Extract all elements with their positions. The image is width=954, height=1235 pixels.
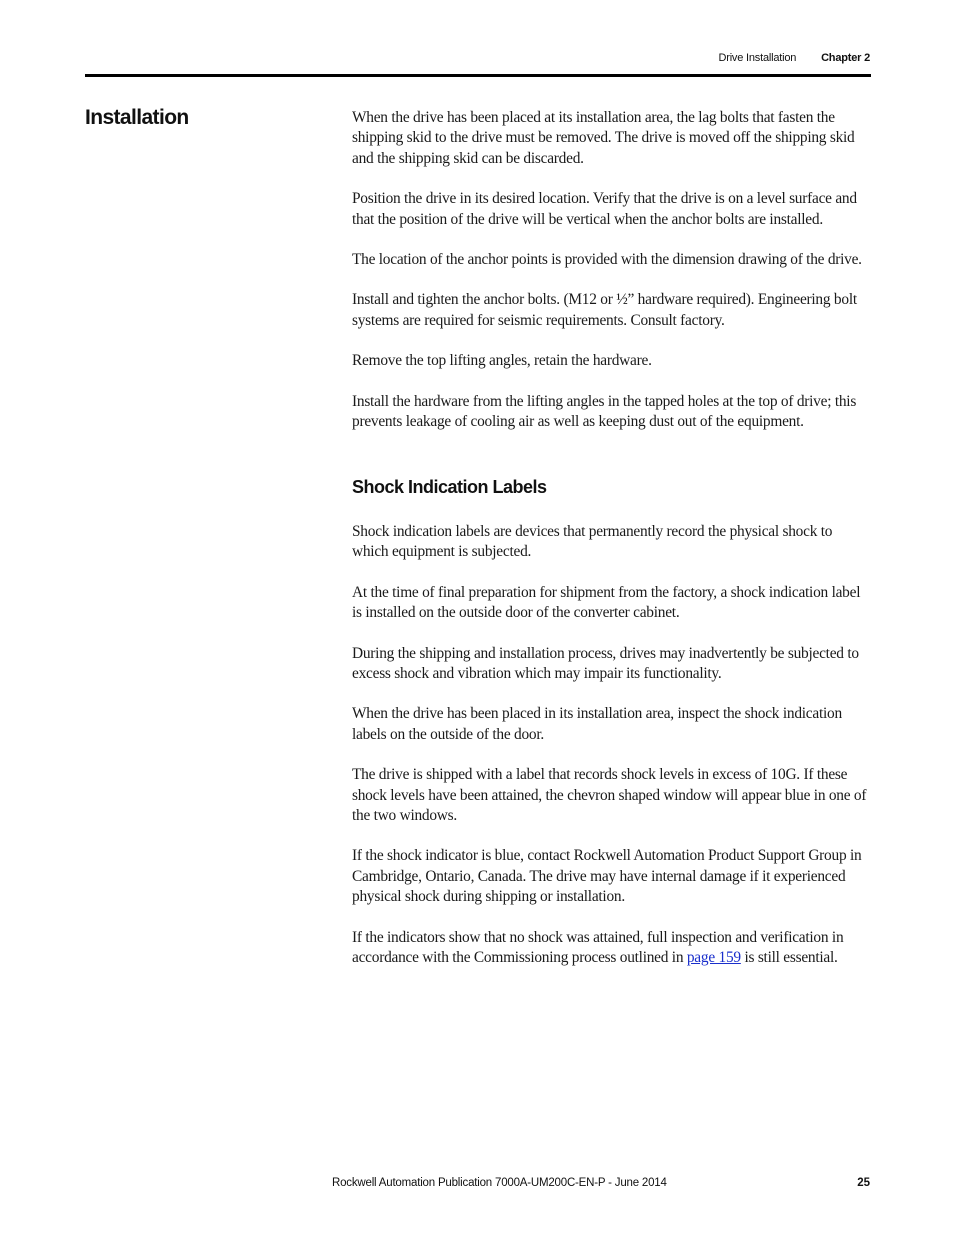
final-paragraph (352, 928, 872, 969)
shock-paragraph: If the shock indicator is blue, contact Rockwell Automation Product Support Group in Cambridge, Ontario, Canada. The drive may have internal damage if it experienced physical shock during shipping or installation. (352, 847, 862, 906)
page-number: 25 (857, 1177, 870, 1189)
page-link[interactable]: page 159 (686, 948, 741, 966)
section-heading: Installation (85, 106, 189, 129)
installation-paragraph: Install the hardware from the lifting angles in the tapped holes at the top of drive; this prevents leakage of cooling air as well as keeping dust out of the equipment. (352, 392, 857, 431)
subsection-heading: Shock Indication Labels (352, 477, 547, 498)
final-paragraph-tail: is still essential. (740, 948, 838, 966)
shock-paragraph: At the time of final preparation for shipment from the factory, a shock indication label is installed on the outside door of the converter cabinet. (352, 583, 861, 622)
running-header (718, 52, 870, 64)
shock-paragraph: During the shipping and installation process, drives may inadvertently be subjected to excess shock and vibration which may impair its functionality. (352, 644, 859, 682)
footer-publication: Rockwell Automation Publication 7000A-UM200C-EN-P - June 2014 (332, 1177, 667, 1189)
installation-paragraph: Remove the top lifting angles, retain the hardware. (352, 352, 652, 370)
installation-paragraph: When the drive has been placed at its installation area, the lag bolts that fasten the shipping skid to the drive must be removed. The drive is moved off the shipping skid and the shipping skid can be discarded. (352, 109, 855, 167)
shock-paragraph: When the drive has been placed in its installation area, inspect the shock indication labels on the outside of the door. (352, 705, 842, 743)
installation-paragraph: The location of the anchor points is provided with the dimension drawing of the drive. (352, 251, 862, 269)
header-rule (85, 74, 871, 77)
shock-paragraph: Shock indication labels are devices that permanently record the physical shock to which equipment is subjected. (352, 522, 833, 561)
header-section-title: Drive Installation (718, 52, 797, 64)
final-paragraph-text: If the indicators show that no shock was attained, full inspection and verification in accordance with the Commissioning process outlined in (352, 928, 844, 966)
main-content (352, 108, 872, 988)
installation-paragraph: Install and tighten the anchor bolts. (M12 or ½” hardware required). Engineering bolt systems are required for seismic requirements. Consult factory. (352, 291, 857, 329)
shock-paragraph: The drive is shipped with a label that records shock levels in excess of 10G. If these shock levels have been attained, the chevron shaped window will appear blue in one of the two windows. (352, 766, 867, 824)
header-chapter-label: Chapter 2 (821, 52, 870, 64)
installation-paragraph: Position the drive in its desired location. Verify that the drive is on a level surface and that the position of the drive will be vertical when the anchor bolts are installed. (352, 190, 857, 228)
